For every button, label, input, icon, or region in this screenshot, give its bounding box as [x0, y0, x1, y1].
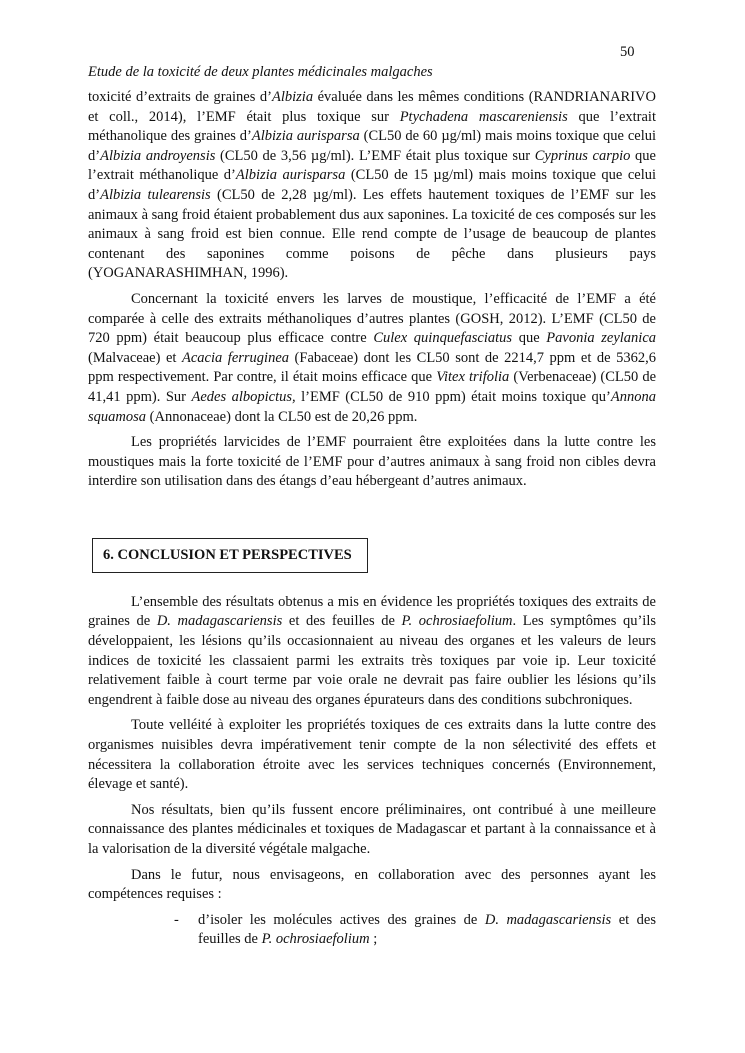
list-item-text: d’isoler les molécules actives des graines de D. madagascariensis et des feuilles de P. ochrosiaefolium ;	[198, 911, 656, 948]
paragraph-conclusion-results: L’ensemble des résultats obtenus a mis en évidence les propriétés toxiques des extraits de graines de D. madagascariensis et des feuilles de P. ochrosiaefolium. Les symptômes qu’ils développaient, les lésions qu’ils occasionnaient au niveau des organes et les valeurs de leurs indices de toxicité les classaient parmi les extraits très toxiques par voie ip. Leur toxicité relativement faible à court terme par voie orale ne devrait pas faire oublier les lésions qu’ils engendrent à faible dose au niveau des organes épurateurs dans des conditions subchroniques.	[88, 593, 656, 708]
list-dash: -	[174, 911, 179, 928]
paragraph-larvicidal-use: Les propriétés larvicides de l’EMF pourraient être exploitées dans la lutte contre les moustiques mais la forte toxicité de l’EMF pour d’autres animaux à sang froid non cibles devra interdire son utilisation dans des étangs d’eau hébergeant d’autres animaux.	[88, 434, 656, 490]
list-item	[174, 911, 656, 950]
paragraph-exploitation: Toute velléité à exploiter les propriétés toxiques de ces extraits dans la lutte contre des organismes nuisibles devra impérativement tenir compte de la non sélectivité des effets et nécessitera la collaboration étroite avec les services techniques concernés (Environnement, élevage et santé).	[88, 717, 656, 793]
paragraph-larvicidal: Concernant la toxicité envers les larves de moustique, l’efficacité de l’EMF a été comparée à celle des extraits méthanoliques d’autres plantes (GOSH, 2012). L’EMF (CL50 de 720 ppm) était beaucoup plus efficace contre Culex quinquefasciatus que Pavonia zeylanica (Malvaceae) et Acacia ferruginea (Fabaceae) dont les CL50 sont de 2214,7 ppm et de 5362,6 ppm respectivement. Par contre, il était moins efficace que Vitex trifolia (Verbenaceae) (CL50 de 41,41 ppm). Sur Aedes albopictus, l’EMF (CL50 de 910 ppm) était moins toxique qu’Annona squamosa (Annonaceae) dont la CL50 est de 20,26 ppm.	[88, 290, 657, 425]
page-number: 50	[620, 44, 635, 60]
paragraph-albizia-comparison: toxicité d’extraits de graines d’Albizia évaluée dans les mêmes conditions (RANDRIANARIVO et coll., 2014), l’EMF était plus toxique sur Ptychadena mascareniensis que l’extrait méthanolique des graines d’Albizia aurisparsa (CL50 de 60 µg/ml) mais moins toxique que celui d’Albizia androyensis (CL50 de 3,56 µg/ml). L’EMF était plus toxique sur Cyprinus carpio que l’extrait méthanolique d’Albizia aurisparsa (CL50 de 15 µg/ml) mais moins toxique que celui d’Albizia tulearensis (CL50 de 2,28 µg/ml). Les effets hautement toxiques de l’EMF sur les animaux à sang froid étaient probablement dus aux saponines. La toxicité de ces composés sur les animaux à sang froid est bien connue. Elle rend compte de l’usage de beaucoup de plantes contenant des saponines comme poisons de pêche dans plusieurs pays (YOGANARASHIMHAN, 1996).	[88, 89, 657, 282]
paragraph-future: Dans le futur, nous envisageons, en collaboration avec des personnes ayant les compétences requises :	[88, 866, 656, 903]
body-text	[88, 88, 656, 950]
section-heading: 6. CONCLUSION ET PERSPECTIVES	[92, 538, 368, 573]
running-header: Etude de la toxicité de deux plantes médicinales malgaches	[88, 64, 433, 80]
paragraph-results-contribution: Nos résultats, bien qu’ils fussent encore préliminaires, ont contribué à une meilleure connaissance des plantes médicinales et toxiques de Madagascar et partant à la connaissance et à la valorisation de la diversité végétale malgache.	[88, 801, 656, 857]
